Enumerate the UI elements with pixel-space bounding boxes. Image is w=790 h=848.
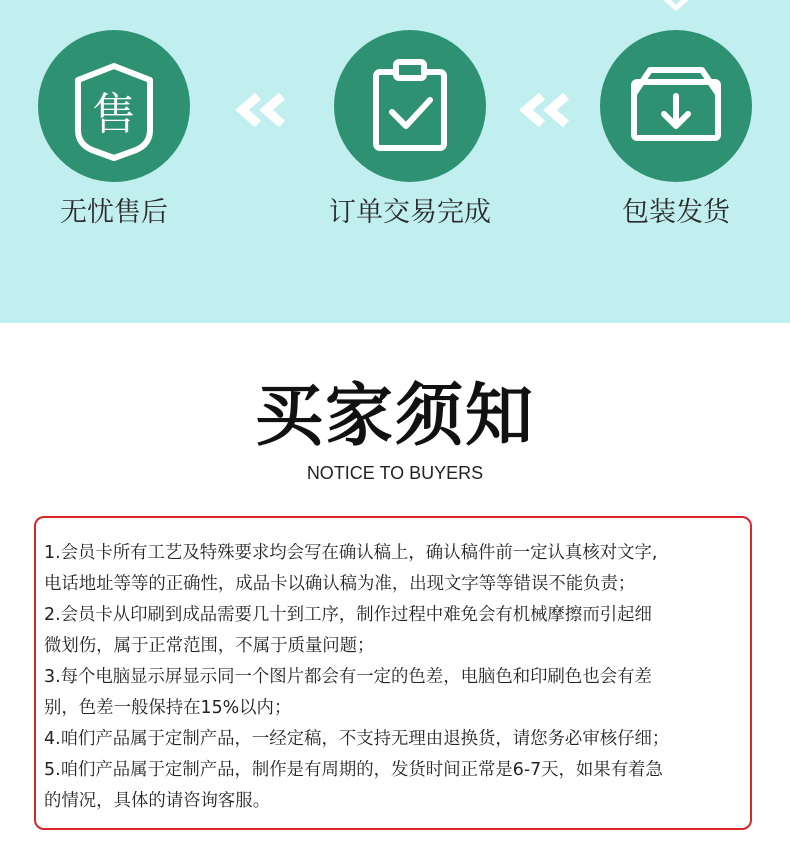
clipboard-check-icon <box>334 30 486 182</box>
notice-line: 5.咱们产品属于定制产品，制作是有周期的，发货时间正常是6-7天，如果有着急 <box>44 760 663 780</box>
chevrons-left-icon <box>230 93 292 127</box>
box-download-icon <box>600 30 752 182</box>
notice-title: 买家须知 <box>254 377 535 456</box>
step-after-sales-circle <box>38 30 190 182</box>
notice-line: 4.咱们产品属于定制产品，一经定稿，不支持无理由退换货，请您务必审核仔细； <box>44 729 670 749</box>
after-sales-shield-icon <box>38 30 190 182</box>
step-after-sales-label: 无忧售后 <box>60 197 168 228</box>
notice-line: 2.会员卡从印刷到成品需要几十到工序，制作过程中难免会有机械摩擦而引起细 <box>44 605 652 625</box>
step-shipping-label: 包装发货 <box>622 197 730 228</box>
step-order-complete-label: 订单交易完成 <box>329 197 491 228</box>
step-shipping-circle <box>600 30 752 182</box>
notice-line: 微划伤，属于正常范围，不属于质量问题； <box>44 636 375 656</box>
chevrons-left-icon <box>514 93 576 127</box>
svg-text:售: 售 <box>92 89 136 140</box>
notice-line: 电话地址等等的正确性，成品卡以确认稿为准，出现文字等等错误不能负责； <box>44 574 636 594</box>
notice-subtitle: NOTICE TO BUYERS <box>306 463 484 483</box>
down-arrow-notch-icon <box>654 0 698 12</box>
process-banner <box>0 0 790 323</box>
notice-line: 1.会员卡所有工艺及特殊要求均会写在确认稿上，确认稿件前一定认真核对文字, <box>44 543 658 563</box>
notice-line: 3.每个电脑显示屏显示同一个图片都会有一定的色差，电脑色和印刷色也会有差 <box>44 667 652 687</box>
step-order-complete-circle <box>334 30 486 182</box>
notice-box <box>34 516 752 830</box>
notice-line: 的情况，具体的请咨询客服。 <box>44 791 271 811</box>
notice-line: 别，色差一般保持在15%以内； <box>44 698 292 718</box>
